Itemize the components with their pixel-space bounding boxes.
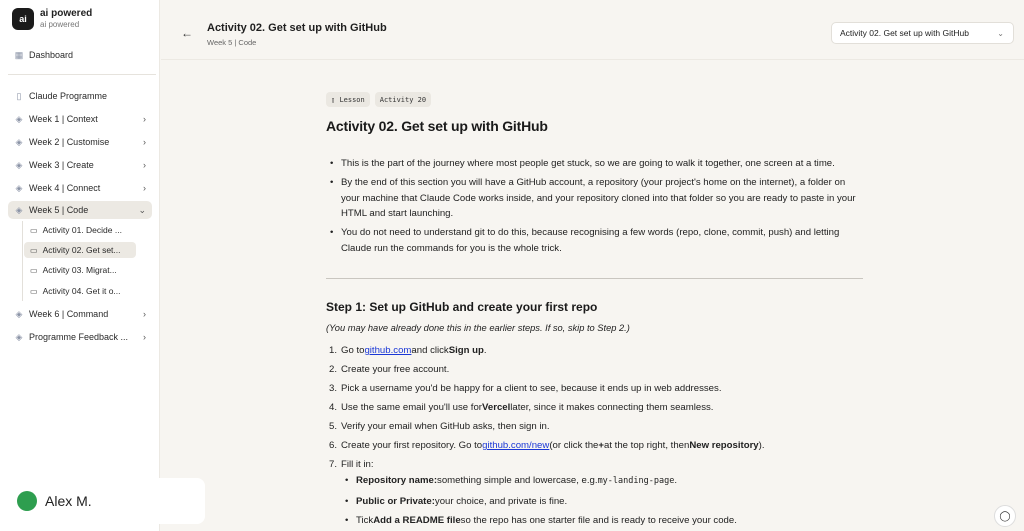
activity-select-value: Activity 02. Get set up with GitHub: [840, 28, 969, 38]
sidebar-item-week-6[interactable]: [8, 305, 152, 323]
sidebar-item-week-4[interactable]: [8, 179, 152, 197]
book-icon: ▯: [16, 91, 22, 101]
lesson-content: [326, 92, 866, 526]
sidebar-activity-01[interactable]: [24, 222, 136, 238]
sidebar-item-week-1[interactable]: [8, 110, 152, 128]
sidebar-activity-label: Activity 04. Get it o...: [42, 286, 121, 296]
list-item: • You do not need to understand git to do this, because recognising a few words (repo, clone, commit, push) and letting Claude run the commands for you is the whole trick.: [326, 225, 863, 256]
list-item: 7. Fill it in:: [329, 459, 374, 470]
list-item: • Public or Private:your choice, and private is fine.: [341, 492, 737, 512]
page-header: [161, 0, 1024, 60]
list-item: 5. Verify your email when GitHub asks, then sign in.: [329, 421, 550, 432]
chevron-right-icon: ›: [143, 160, 146, 170]
layers-icon: ◈: [15, 114, 23, 124]
grid-icon: ▦: [14, 50, 24, 60]
layers-icon: ◈: [15, 332, 23, 342]
list-item: • Repository name:something simple and lowercase, e.g.my-landing-page.: [341, 471, 737, 492]
sidebar: [0, 0, 160, 531]
tag-row: [326, 92, 866, 107]
list-item: 1. Go togithub.comand clickSign up.: [329, 345, 487, 356]
sidebar-activity-label: Activity 01. Decide ...: [42, 225, 122, 235]
sidebar-activity-label: Activity 03. Migrat...: [42, 265, 117, 275]
steps-list: [326, 341, 863, 474]
activity-tag: Activity 20: [375, 92, 431, 107]
avatar: [17, 491, 37, 511]
sidebar-item-week-3[interactable]: [8, 156, 152, 174]
user-card[interactable]: [8, 478, 205, 524]
github-link[interactable]: github.com: [364, 345, 412, 356]
brand-name: ai powered: [40, 8, 93, 19]
lesson-tag: [326, 92, 370, 107]
sidebar-item-dashboard[interactable]: [8, 46, 152, 64]
section-divider: [326, 278, 863, 279]
brand[interactable]: [12, 8, 92, 30]
step-heading: Step 1: Set up GitHub and create your first repo: [326, 300, 598, 314]
brand-logo: ai: [12, 8, 34, 30]
lesson-tag-label: Lesson: [339, 95, 365, 104]
chevron-right-icon: ›: [143, 309, 146, 319]
layers-icon: ◈: [15, 160, 23, 170]
sidebar-activity-03[interactable]: [24, 262, 136, 278]
intro-list: [326, 156, 863, 260]
chevron-right-icon: ›: [143, 183, 146, 193]
brand-subtitle: ai powered: [40, 20, 80, 29]
github-new-link[interactable]: github.com/new: [482, 440, 550, 451]
sidebar-item-label: Week 5 | Code: [29, 205, 89, 215]
layers-icon: ◈: [15, 309, 23, 319]
chevron-right-icon: ›: [143, 137, 146, 147]
book-icon: ▯: [331, 95, 340, 104]
list-item: 3. Pick a username you'd be happy for a client to see, because it ends up in web addresses.: [329, 383, 722, 394]
sidebar-item-feedback[interactable]: [8, 328, 152, 346]
chat-icon[interactable]: ◯: [994, 505, 1016, 527]
sidebar-activity-label: Activity 02. Get set...: [42, 245, 121, 255]
lesson-title: Activity 02. Get set up with GitHub: [326, 118, 548, 134]
chevron-down-icon: ⌄: [997, 28, 1004, 38]
sidebar-item-label: Claude Programme: [29, 91, 108, 101]
layers-icon: ◈: [15, 183, 23, 193]
breadcrumb: Week 5 | Code: [207, 38, 257, 47]
sidebar-item-label: Week 3 | Create: [29, 160, 94, 170]
list-item: 4. Use the same email you'll use forVercellater, since it makes connecting them seamless.: [329, 402, 714, 413]
list-item: 2. Create your free account.: [329, 364, 450, 375]
sidebar-item-label: Week 6 | Command: [29, 309, 109, 319]
chevron-right-icon: ›: [143, 332, 146, 342]
book-open-icon: ▭: [30, 225, 38, 235]
sub-tree-line: [22, 221, 23, 301]
sidebar-item-week-5[interactable]: [8, 201, 152, 219]
step-note: (You may have already done this in the earlier steps. If so, skip to Step 2.): [326, 323, 630, 333]
page-title: Activity 02. Get set up with GitHub: [207, 22, 387, 34]
chevron-down-icon: ⌄: [138, 204, 146, 215]
sidebar-item-week-2[interactable]: [8, 133, 152, 151]
sidebar-item-label: Week 1 | Context: [29, 114, 98, 124]
sidebar-item-label: Week 4 | Connect: [29, 183, 101, 193]
sidebar-item-label: Dashboard: [29, 50, 74, 60]
activity-select[interactable]: [831, 22, 1014, 44]
book-open-icon: ▭: [30, 245, 38, 255]
sidebar-activity-02[interactable]: [24, 242, 136, 258]
fill-in-list: [341, 471, 737, 531]
arrow-left-icon[interactable]: ←: [181, 26, 193, 40]
user-name: Alex M.: [45, 493, 92, 509]
sidebar-item-programme[interactable]: [8, 87, 152, 105]
sidebar-item-label: Programme Feedback ...: [29, 332, 129, 342]
layers-icon: ◈: [15, 137, 23, 147]
chevron-right-icon: ›: [143, 114, 146, 124]
sidebar-item-label: Week 2 | Customise: [29, 137, 110, 147]
sidebar-activity-04[interactable]: [24, 283, 136, 299]
list-item: 6. Create your first repository. Go togithub.com/new(or click the+at the top right, thenNew repository).: [329, 440, 765, 451]
list-item: • By the end of this section you will have a GitHub account, a repository (your project's home on the internet), a folder on your machine that Claude Code works inside, and your repository cloned into that folder so you are ready to paste in your HTML and start launching.: [326, 175, 863, 222]
list-item: • This is the part of the journey where most people get stuck, so we are going to walk it together, one screen at a time.: [326, 156, 863, 172]
book-open-icon: ▭: [30, 286, 38, 296]
layers-icon: ◈: [15, 205, 23, 215]
book-open-icon: ▭: [30, 265, 38, 275]
list-item: • TickAdd a README fileso the repo has one starter file and is ready to receive your code.: [341, 511, 737, 531]
sidebar-divider: [8, 74, 156, 75]
